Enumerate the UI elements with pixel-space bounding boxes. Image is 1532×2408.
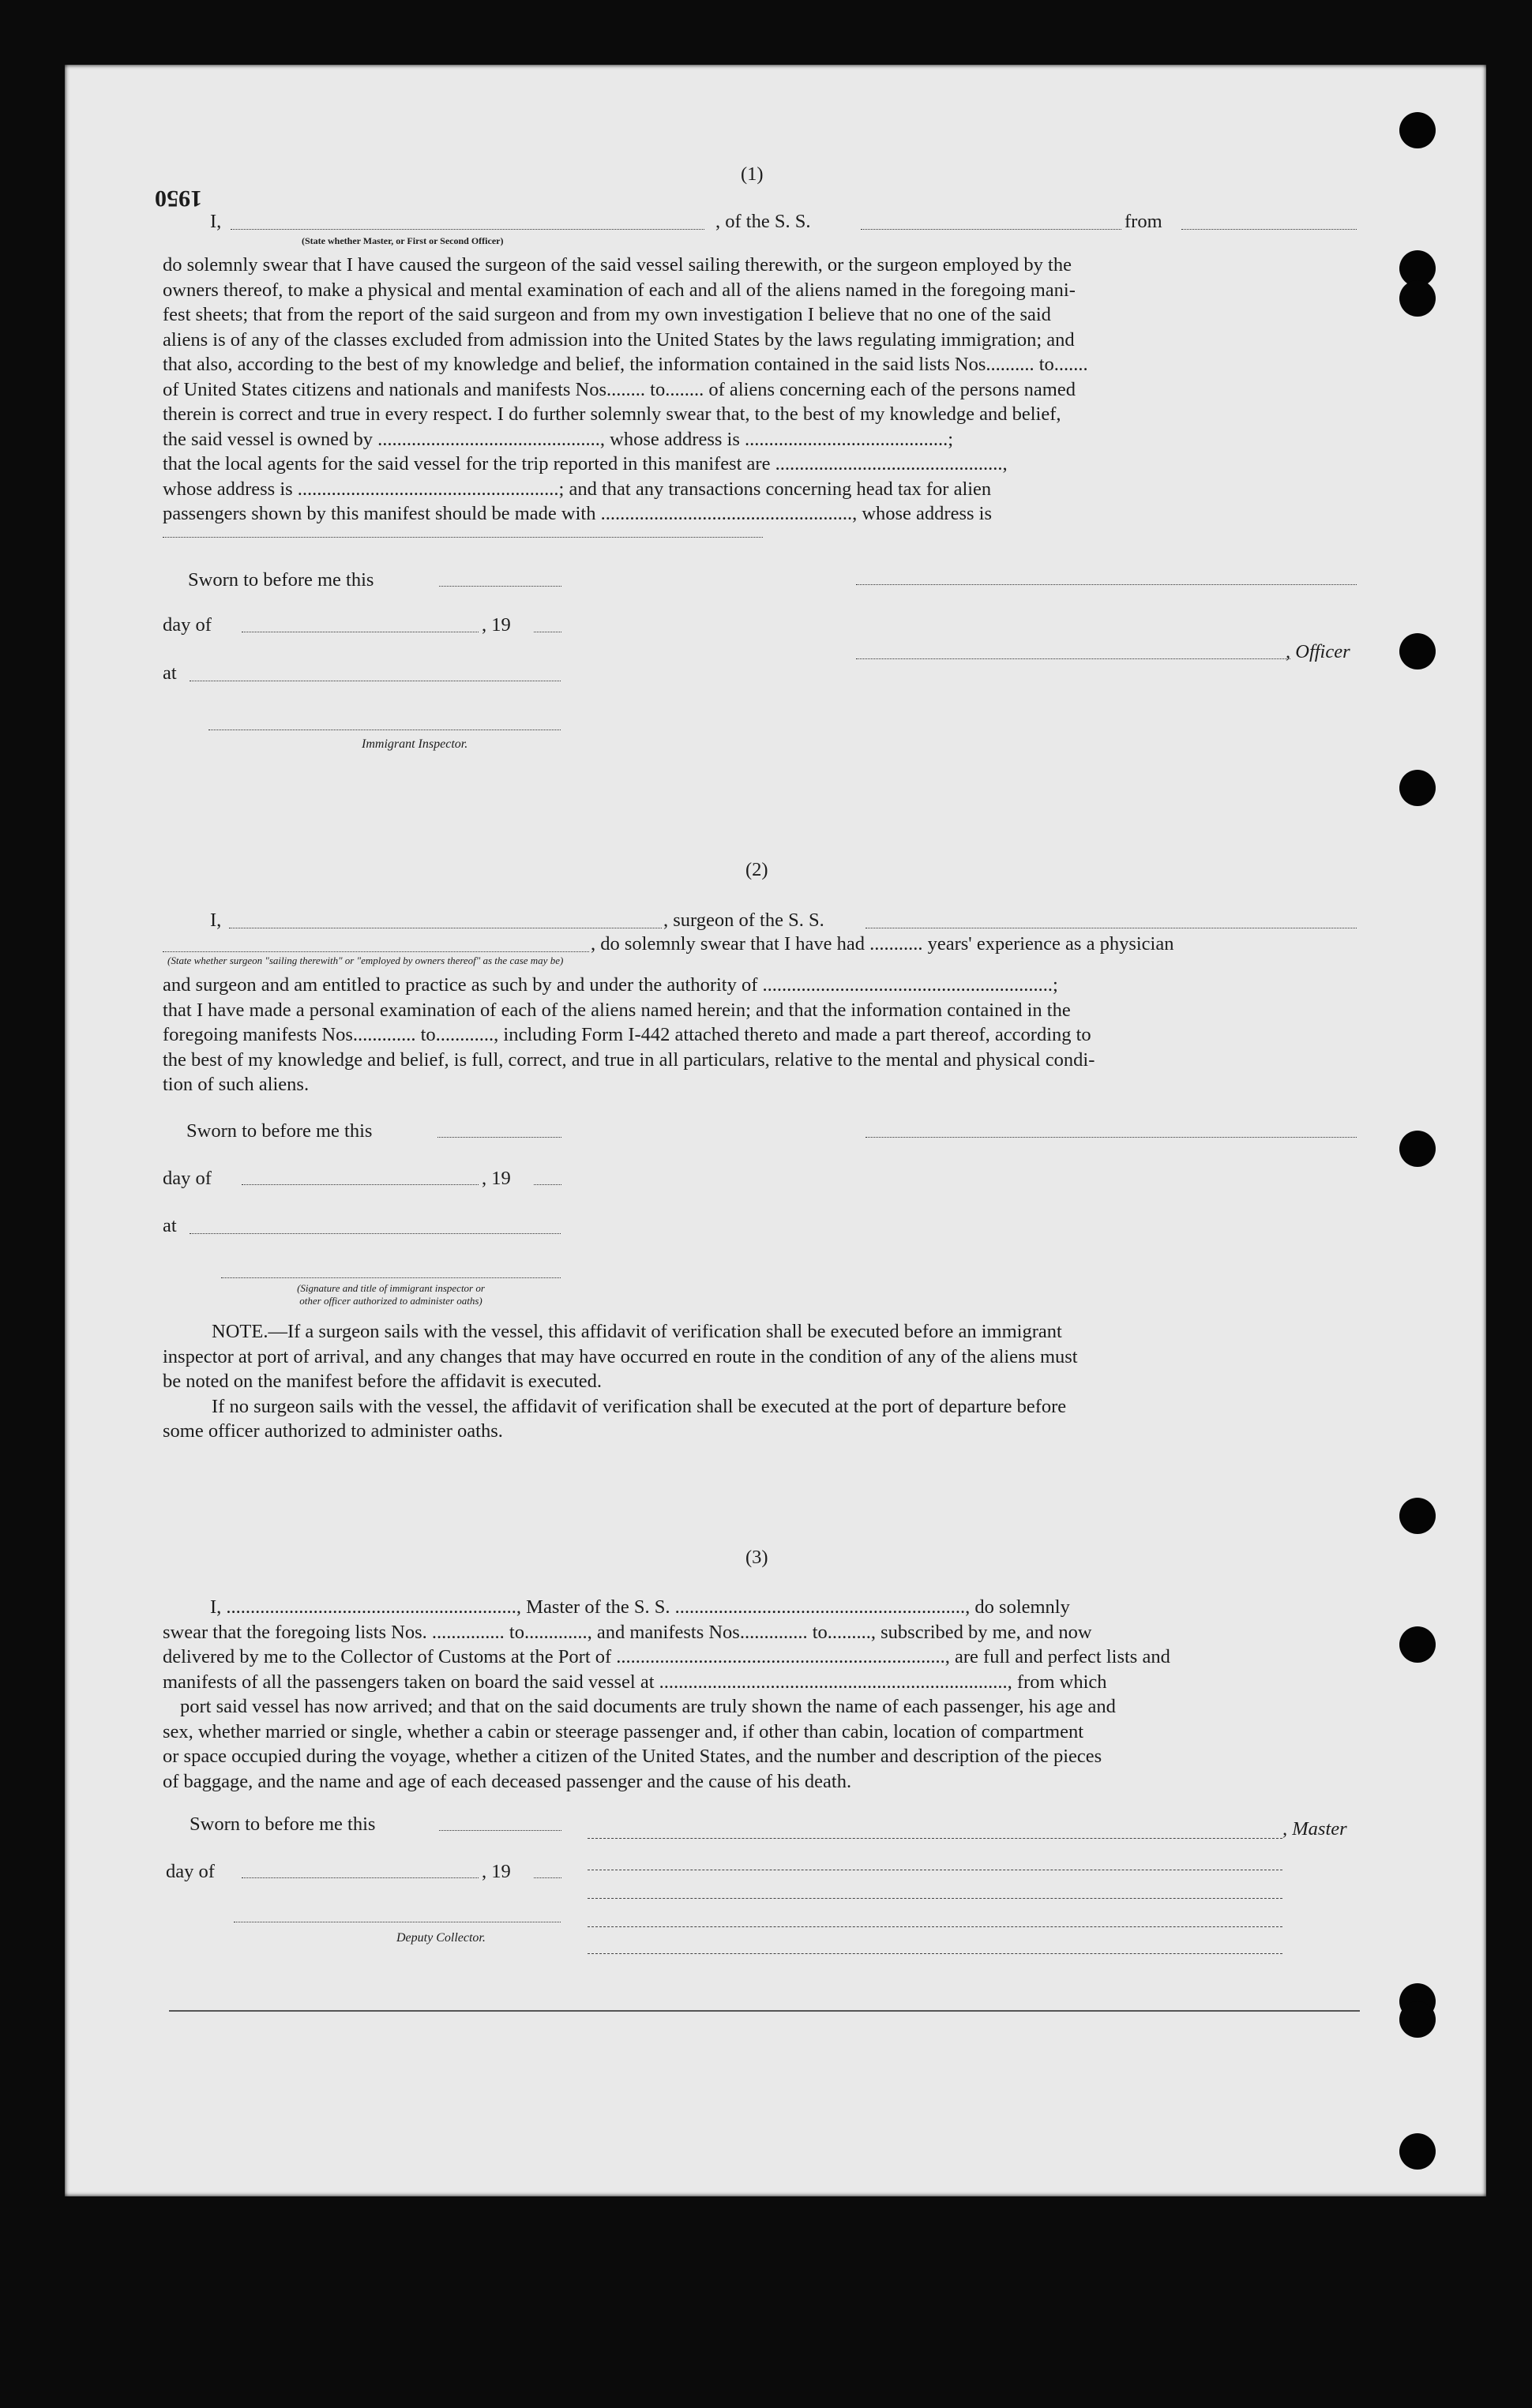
immigrant-inspector-label: Immigrant Inspector.	[362, 737, 468, 751]
section-1-oath-text: do solemnly swear that I have caused the surgeon of the said vessel sailing therewith, or the surgeon employed by the owners thereof, to make a physical and mental examination of each and all of the aliens named in the foregoing mani- fest sheets; that from the report of the said surgeon and from my own investigation I believe that no one of the said aliens is of any of the classes excluded from admission into the United States by the laws regulating immigration; and that also, according to the best of my knowledge and belief, the information contained in the said lists Nos.......... to....... of United States citizens and nationals and manifests Nos........ to........ of aliens concerning each of the persons named therein is correct and true in every respect. I do further solemnly swear that, to the best of my knowledge and belief, the said vessel is owned by .............................................., whose address is ..........................................; that the local agents for the said vessel for the trip reported in this manifest are ..............................................., whose address is ......................................................; and that any transactions concerning head tax for alien passengers shown by this manifest should be made with ...................................................., whose address is	[163, 254, 1088, 524]
agent-address-field[interactable]	[163, 537, 763, 538]
section-2-number: (2)	[745, 859, 768, 880]
sworn-day-field-1[interactable]	[439, 586, 561, 587]
oath-i-label: I,	[210, 211, 222, 232]
sworn-at-field-2[interactable]	[190, 1233, 561, 1234]
surgeon-of-ss-label: , surgeon of the S. S.	[663, 910, 824, 931]
surgeon-note-text: NOTE.—If a surgeon sails with the vessel, this affidavit of verification shall be executed before an immigrant inspector at port of arrival, and any changes that may have occurred en route in the condition of any of the aliens must be noted on the manifest before the affidavit is executed. If no surgeon sails with the vessel, the affidavit of verification shall be executed at the port of departure before some officer authorized to administer oaths.	[163, 1321, 1078, 1442]
binder-hole	[1399, 280, 1436, 317]
master-signature-line-3[interactable]	[588, 1898, 1282, 1899]
section-1-number: (1)	[741, 163, 764, 185]
officer-label: , Officer	[1286, 641, 1350, 662]
section-3-number: (3)	[745, 1547, 768, 1568]
surgeon-inspector-signature-field[interactable]	[221, 1277, 561, 1278]
master-signature-line-5[interactable]	[588, 1953, 1282, 1954]
signature-note-line-2: other officer authorized to administer oaths)	[299, 1295, 483, 1307]
sworn-label-3: Sworn to before me this	[190, 1814, 376, 1835]
binder-hole	[1399, 633, 1436, 670]
at-label-2: at	[163, 1215, 177, 1236]
day-of-label-1: day of	[163, 614, 212, 636]
surgeon-signature-field[interactable]	[866, 1137, 1357, 1138]
master-label: , Master	[1282, 1818, 1347, 1840]
sworn-year-field-3[interactable]	[534, 1877, 561, 1878]
day-of-label-3: day of	[166, 1861, 215, 1882]
sworn-day-field-2[interactable]	[437, 1137, 561, 1138]
binder-hole	[1399, 1626, 1436, 1663]
binder-hole	[1399, 2133, 1436, 2170]
from-label: from	[1125, 211, 1162, 232]
of-ss-label: , of the S. S.	[715, 211, 811, 232]
officer-rank-note: (State whether Master, or First or Second Officer)	[302, 235, 504, 246]
binder-hole	[1399, 770, 1436, 806]
binder-hole	[1399, 2001, 1436, 2038]
sworn-year-field-2[interactable]	[534, 1184, 561, 1185]
surgeon-status-field[interactable]	[163, 951, 589, 952]
year-label-2: , 19	[482, 1168, 511, 1189]
year-label-3: , 19	[482, 1861, 511, 1882]
at-label-1: at	[163, 662, 177, 684]
sworn-label-1: Sworn to before me this	[188, 569, 374, 591]
section-3-oath-text: I, ............................................................, Master of the S. S. ............................................................, do solemnly swear that the foregoing lists Nos. ............... to............., and manifests Nos.............. to........., subscribed by me, and now delivered by me to the Collector of Customs at the Port of ...................................................................., are full and perfect lists and manifests of all the passengers taken on board the said vessel at ........................................................................, from which port said vessel has now arrived; and that on the said documents are truly shown the name of each passenger, his age and sex, whether married or single, whether a cabin or steerage passenger and, if other than cabin, location of compartment or space occupied during the voyage, whether a citizen of the United States, and the number and description of the pieces of baggage, and the name and age of each deceased passenger and the cause of his death.	[163, 1596, 1170, 1792]
surgeon-i-label: I,	[210, 910, 222, 931]
deputy-collector-label: Deputy Collector.	[396, 1931, 486, 1945]
sworn-month-field-3[interactable]	[242, 1877, 479, 1878]
day-of-label-2: day of	[163, 1168, 212, 1189]
master-signature-line-1[interactable]	[588, 1838, 1282, 1839]
surgeon-status-note: (State whether surgeon "sailing therewith" or "employed by owners thereof" as the case may be)	[167, 955, 564, 966]
binder-hole	[1399, 112, 1436, 148]
sworn-label-2: Sworn to before me this	[186, 1120, 373, 1142]
officer-name-field[interactable]	[231, 229, 704, 230]
binder-hole	[1399, 1498, 1436, 1534]
page-corner-mark: 1950	[155, 186, 202, 212]
sworn-month-field-2[interactable]	[242, 1184, 479, 1185]
binder-hole	[1399, 1131, 1436, 1167]
signature-note-line-1: (Signature and title of immigrant inspector or	[297, 1282, 485, 1294]
officer-signature-line-1[interactable]	[856, 584, 1357, 585]
bottom-rule	[169, 2010, 1360, 2012]
vessel-name-field[interactable]	[861, 229, 1121, 230]
year-label-1: , 19	[482, 614, 511, 636]
surgeon-swear-line: , do solemnly swear that I have had ........... years' experience as a physician	[591, 933, 1174, 955]
section-2-oath-text: and surgeon and am entitled to practice as such by and under the authority of ............................................................; that I have made a personal examination of each of the aliens named herein; and that the information contained in the foregoing manifests Nos............. to............, including Form I-442 attached thereto and made a part thereof, according to the best of my knowledge and belief, is full, correct, and true in all particulars, relative to the mental and physical condi- tion of such aliens.	[163, 974, 1095, 1095]
sworn-day-field-3[interactable]	[439, 1830, 561, 1831]
master-signature-line-4[interactable]	[588, 1926, 1282, 1927]
from-port-field[interactable]	[1181, 229, 1357, 230]
officer-signature-field[interactable]	[856, 658, 1290, 659]
